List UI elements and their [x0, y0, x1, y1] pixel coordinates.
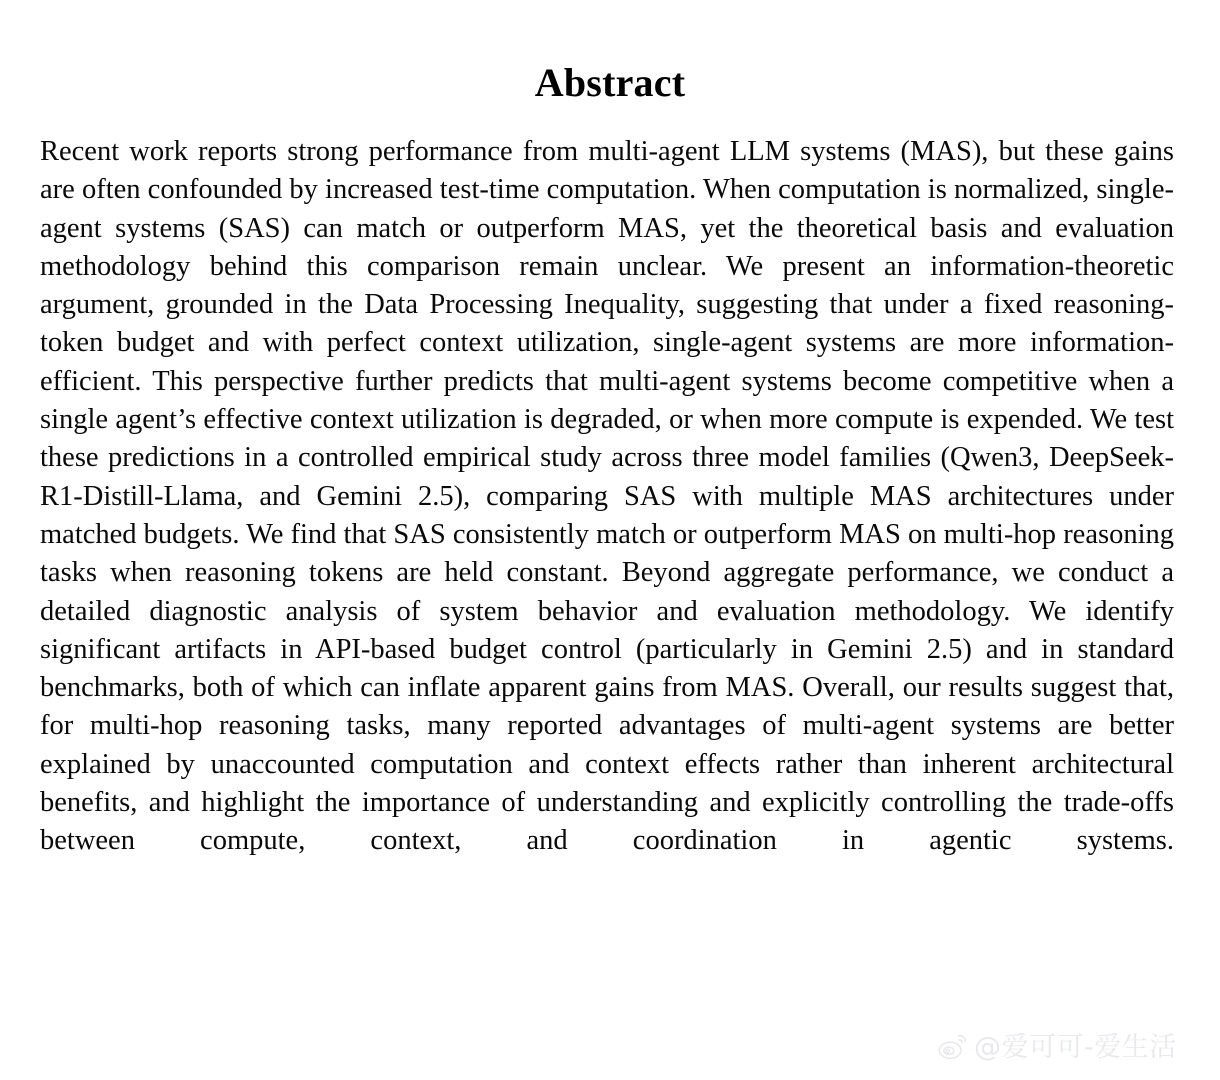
watermark-handle: @爱可可-爱生活 [974, 1031, 1177, 1063]
abstract-paragraph: Recent work reports strong performance from multi-agent LLM systems (MAS), but these gains are often confounded by increased test-time computation. When computation is normalized, single-agent systems (SAS) can match or outperform MAS, yet the theoretical basis and evaluation methodology behind this comparison remain unclear. We present an information-theoretic argument, grounded in the Data Processing Inequality, suggesting that under a fixed reasoning-token budget and with perfect context utilization, single-agent systems are more information-efficient. This perspective further predicts that multi-agent systems become competitive when a single agent’s effective context utilization is degraded, or when more compute is expended. We test these predictions in a controlled empirical study across three model families (Qwen3, DeepSeek-R1-Distill-Llama, and Gemini 2.5), comparing SAS with multiple MAS architectures under matched budgets. We find that SAS consistently match or outperform MAS on multi-hop reasoning tasks when reasoning tokens are held constant. Beyond aggregate performance, we conduct a detailed diagnostic analysis of system behavior and evaluation methodology. We identify significant artifacts in API-based budget control (particularly in Gemini 2.5) and in standard benchmarks, both of which can inflate apparent gains from MAS. Overall, our results suggest that, for multi-hop reasoning tasks, many reported advantages of multi-agent systems are better explained by unaccounted computation and context effects rather than inherent architectural benefits, and highlight the importance of understanding and explicitly controlling the trade-offs between compute, context, and coordination in agentic systems. [40, 136, 1174, 857]
page-title: Abstract [534, 59, 686, 105]
weibo-logo-icon [938, 1032, 968, 1062]
weibo-watermark [938, 1032, 1177, 1062]
abstract-body [40, 133, 1174, 899]
